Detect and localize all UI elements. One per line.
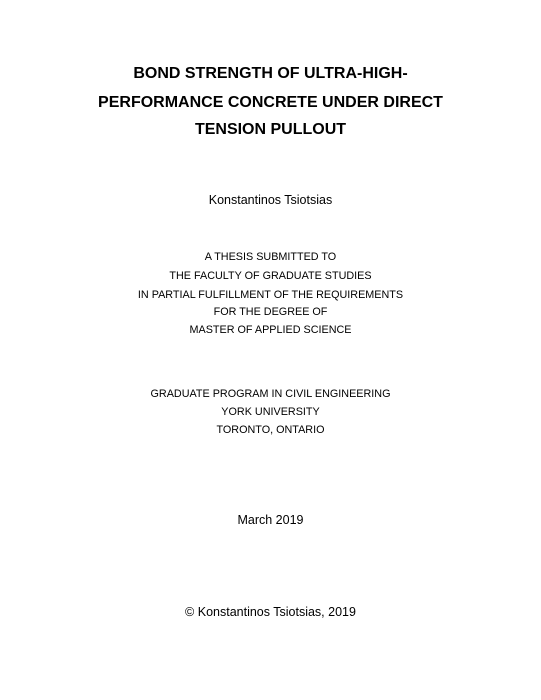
submission-line-2: THE FACULTY OF GRADUATE STUDIES: [169, 270, 372, 282]
submission-line-3: IN PARTIAL FULFILLMENT OF THE REQUIREMENTS: [137, 289, 404, 301]
submission-date: March 2019: [237, 513, 304, 527]
copyright-notice: © Konstantinos Tsiotsias, 2019: [185, 605, 356, 619]
program-line-1: GRADUATE PROGRAM IN CIVIL ENGINEERING: [150, 388, 391, 400]
submission-line-1: A THESIS SUBMITTED TO: [204, 251, 337, 263]
thesis-title-line-2: PERFORMANCE CONCRETE UNDER DIRECT: [98, 94, 443, 111]
author-name: Konstantinos Tsiotsias: [208, 193, 333, 207]
thesis-title-line-1: BOND STRENGTH OF ULTRA-HIGH-: [133, 65, 408, 82]
program-line-3: TORONTO, ONTARIO: [216, 424, 325, 436]
thesis-title-line-3: TENSION PULLOUT: [194, 121, 347, 138]
program-line-2: YORK UNIVERSITY: [221, 406, 320, 418]
submission-line-4: FOR THE DEGREE OF: [213, 306, 328, 318]
submission-line-5: MASTER OF APPLIED SCIENCE: [189, 324, 352, 336]
